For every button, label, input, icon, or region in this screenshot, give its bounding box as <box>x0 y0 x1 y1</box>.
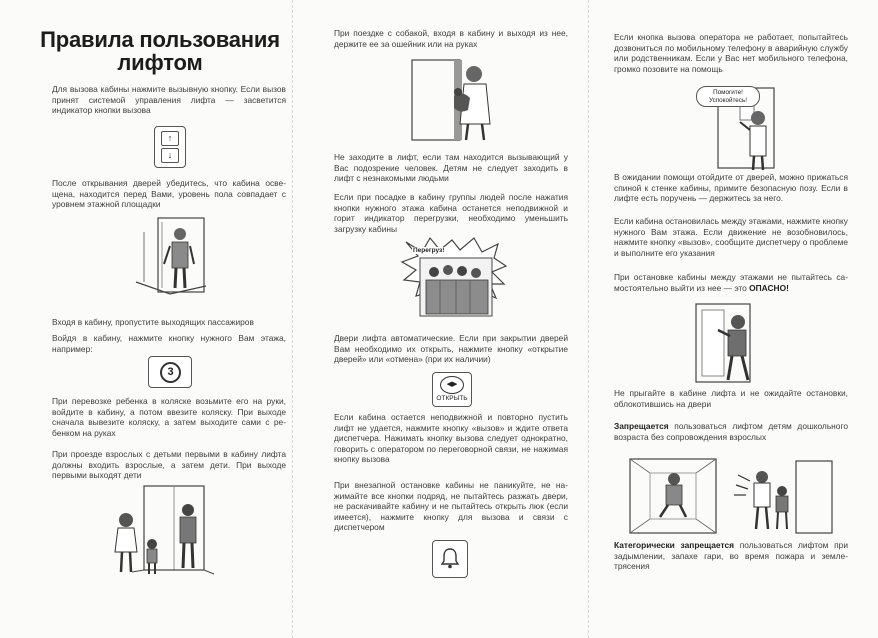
rule-overload: Если при посадке в кабину группы людей после нажатия кнопки нужного этажа кабина останется неподвижной и горит индикатор перегрузки, необходимо уменьшить загрузку кабины <box>334 192 568 234</box>
open-doors-icon: ◀▶ <box>440 376 464 394</box>
open-button-panel <box>432 372 472 407</box>
dog-owner-illustration <box>408 52 498 142</box>
call-button-panel <box>154 126 186 168</box>
rule-preschool-children-text: пользоваться лифтом детям дошкольного возраста без сопровождения взрослых <box>614 421 848 442</box>
rule-call-dispatcher: Если кабина остается неподвижной и повторно пустить лифт не удается, нажмите кнопку «вызов» и ждите ответа диспетчера. Нажимать кнопку вызова следует однократно, говорить с оператором по переговорной связи, не нажимая кнопку вызова <box>334 412 568 465</box>
rule-dangerous-exit <box>614 272 848 293</box>
rule-adults-with-children: При проезде взрослых с детьми первыми в кабину лифта должны входить взрослые, а затем дети. При выходе первыми выходят дети <box>52 449 286 481</box>
rule-check-cabin: После открывания дверей убедитесь, что кабина освещена, находится перед Вами, уровень пола совпадает с уровнем этажной площадки <box>52 178 286 210</box>
rule-between-floors: Если кабина остановилась между этажами, нажмите кнопку нужного Вам этажа. Если движение не возобновилось, нажмите кнопку «вызов», сообщите диспетчеру о проблеме и выполните его указания <box>614 216 848 258</box>
column-middle <box>292 0 588 638</box>
call-bell-panel <box>432 540 468 578</box>
speech-bubble: Помогите! Успокойтесь! <box>696 86 760 107</box>
bell-icon <box>440 547 460 574</box>
page-title: Правила пользования лифтом <box>40 27 280 75</box>
floor-button-3: 3 <box>160 362 181 383</box>
strictly-prohibited-label: Категорически запрещается <box>614 540 735 550</box>
rule-fire-earthquake-text: пользоваться лифтом при задымлении, запахе гари, во время пожара и землетрясения <box>614 540 848 572</box>
rule-let-passengers-out: Входя в кабину, пропустите выходящих пассажиров <box>52 317 254 327</box>
overload-label: Перегруз! <box>413 247 445 254</box>
open-button-label: ОТКРЫТЬ <box>436 395 468 402</box>
column-left <box>0 0 292 638</box>
rule-no-jumping: Не прыгайте в кабине лифта и не ожидайте остановки, облокотившись на двери <box>614 388 848 409</box>
rule-suspicious-person: Не заходите в лифт, если там находится вызывающий у Вас подозрение человек. Детям не следует заходить в лифт с незнакомыми людьми <box>334 152 568 184</box>
prohibited-label: Запрещается <box>614 421 669 431</box>
floor-button-panel <box>148 356 192 388</box>
rule-preschool-children <box>614 421 848 442</box>
rule-sudden-stop: При внезапной остановке кабины не паникуйте, не нажимайте все кнопки подряд, не пытайтесь разжать двери, не раскачивайте кабину и не пытайтесь открыть люк (если имеется), нажмите кнопку для вызова и связи с диспетчером <box>334 480 568 533</box>
rule-stroller: При перевозке ребенка в коляске возьмите его на руки, войдите в кабину, а потом ввезите коляску. При выходе сначала вывезите коляску, а затем выходите сами с ребенком на руках <box>52 396 286 438</box>
call-down-icon: ↓ <box>161 148 179 163</box>
rule-press-floor: Войдя в кабину, нажмите кнопку нужного Вам этажа, например: <box>52 333 286 354</box>
forcing-doors-illustration <box>688 300 768 386</box>
cabin-check-illustration <box>130 212 210 308</box>
rule-dangerous-exit-text: При остановке кабины между этажами не пытайтесь самостоятельно выйти из нее — это <box>614 272 848 293</box>
call-up-icon: ↑ <box>161 131 179 146</box>
prohibited-illustrations <box>626 455 836 537</box>
rule-safe-pose: В ожидании помощи отойдите от дверей, можно прижаться спиной к стенке кабины, примите безопасную позу. Если в лифте есть поручень — держитесь за него. <box>614 172 848 204</box>
rule-automatic-doors: Двери лифта автоматические. Если при закрытии дверей Вам необходимо их открыть, нажмите кнопку «открытие дверей» или «отмена» (при их наличии) <box>334 333 568 365</box>
rule-dog: При поездке с собакой, входя в кабину и выходя из нее, держите ее за ошейник или на руках <box>334 28 568 49</box>
adults-children-illustration <box>104 480 216 580</box>
rule-mobile-phone: Если кнопка вызова оператора не работает, попытайтесь дозвониться по мобильному телефону в аварийную службу или родственникам. Если у Вас нет мобильного телефона, громко позовите на помощь <box>614 32 848 74</box>
danger-warning: ОПАСНО! <box>749 282 789 293</box>
rule-fire-earthquake <box>614 540 848 572</box>
rule-call-button: Для вызова кабины нажмите вызывную кнопку. Если вызов принят системой управления лифта — засветится индикатор кнопки вызова <box>52 84 286 116</box>
column-right <box>588 0 878 638</box>
